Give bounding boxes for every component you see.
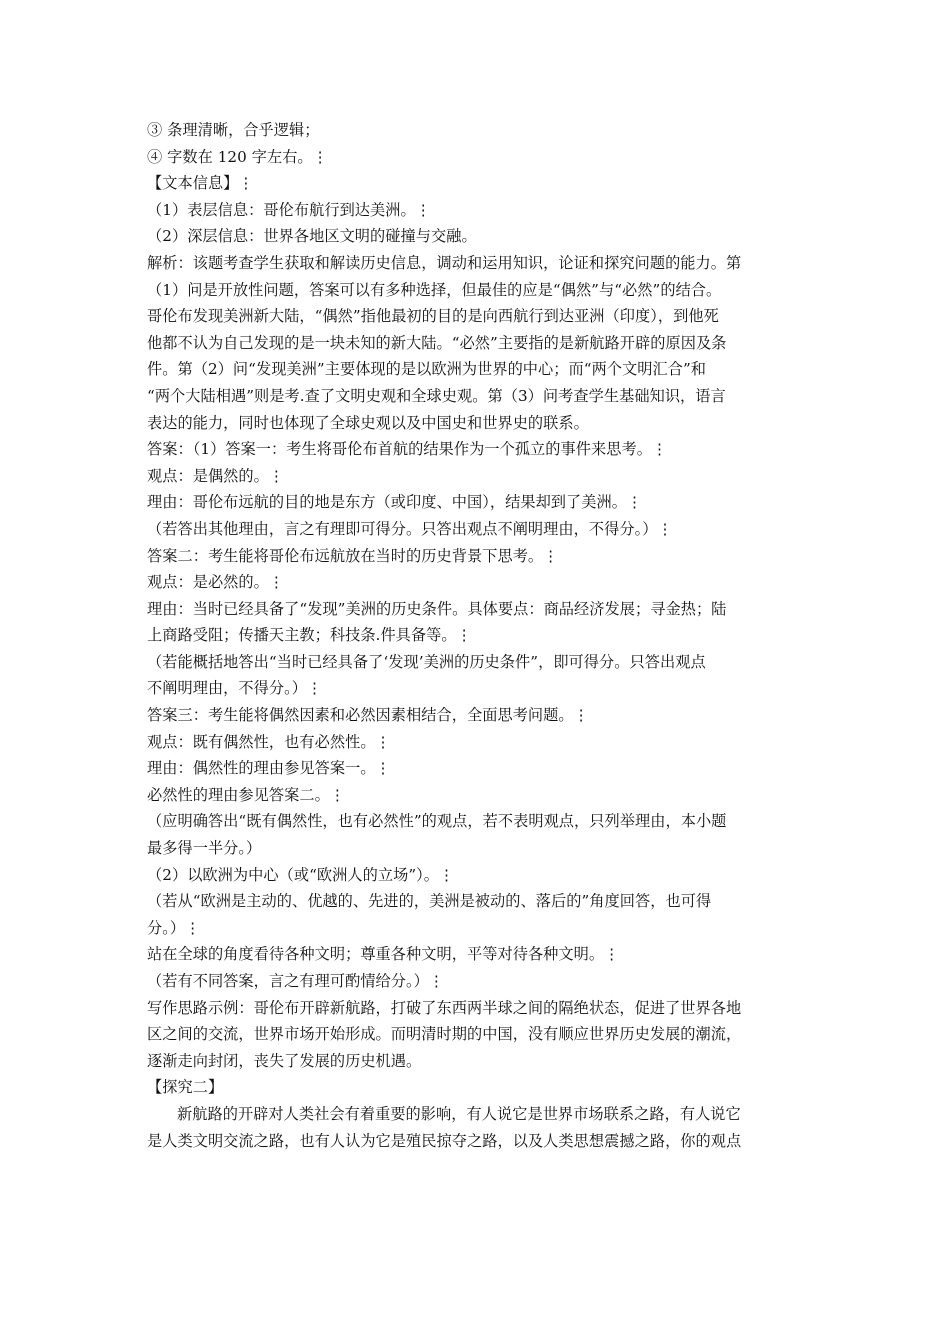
section-heading: 【探究二】 [147, 1078, 224, 1097]
text-line: （应明确答出“既有偶然性，也有必然性”的观点，若不表明观点，只列举理由，本小题 [147, 812, 727, 831]
text-line: （1）表层信息：哥伦布航行到达美洲。⋮ [147, 200, 431, 219]
text-line: 逐渐走向封闭，丧失了发展的历史机遇。 [147, 1051, 422, 1070]
text-line: 分。）⋮ [147, 918, 201, 937]
text-line: 答案三：考生能将偶然因素和必然因素相结合，全面思考问题。⋮ [147, 706, 589, 725]
text-line: 是人类文明交流之路，也有人认为它是殖民掠夺之路，以及人类思想震撼之路，你的观点 [147, 1131, 742, 1150]
text-line: 他都不认为自己发现的是一块未知的新大陆。“必然”主要指的是新航路开辟的原因及条 [147, 333, 727, 352]
text-line: 答案二：考生能将哥伦布远航放在当时的历史背景下思考。⋮ [147, 546, 559, 565]
text-line: 最多得一半分。） [147, 839, 262, 858]
text-line: 理由：偶然性的理由参见答案一。⋮ [147, 759, 391, 778]
text-line: 理由：当时已经具备了“发现”美洲的历史条件。具体要点：商品经济发展；寻金热；陆 [147, 599, 727, 618]
text-line: 观点：是必然的。⋮ [147, 573, 285, 592]
text-line: （若答出其他理由，言之有理即可得分。只答出观点不阐明理由，不得分。）⋮ [147, 519, 673, 538]
text-line: 表达的能力，同时也体现了全球史观以及中国史和世界史的联系。 [147, 413, 589, 432]
text-line: （若能概括地答出“当时已经具备了‘发现’美洲的历史条件”，即可得分。只答出观点 [147, 652, 706, 671]
text-line: 写作思路示例：哥伦布开辟新航路，打破了东西两半球之间的隔绝状态，促进了世界各地 [147, 998, 742, 1017]
text-line: 不阐明理由，不得分。）⋮ [147, 679, 323, 698]
text-line: 观点：是偶然的。⋮ [147, 466, 285, 485]
text-line: ③ 条理清晰，合乎逻辑； [147, 121, 320, 139]
text-line: “两个大陆相遇”则是考.查了文明史观和全球史观。第（3）问考查学生基础知识，语言 [147, 386, 726, 405]
text-line: （若有不同答案，言之有理可酌情给分。）⋮ [147, 972, 445, 990]
text-line: 观点：既有偶然性，也有必然性。⋮ [147, 732, 391, 751]
text-line: 站在全球的角度看待各种文明；尊重各种文明，平等对待各种文明。⋮ [147, 945, 620, 964]
text-line: 件。第（2）问“发现美洲”主要体现的是以欧洲为世界的中心；而“两个文明汇合”和 [147, 360, 707, 379]
text-line: 解析：该题考查学生获取和解读历史信息，调动和运用知识，论证和探究问题的能力。第 [147, 253, 742, 272]
text-line: 哥伦布发现美洲新大陆，“偶然”指他最初的目的是向西航行到达亚洲（印度），到他死 [147, 307, 719, 326]
text-line: 答案：（1）答案一：考生将哥伦布首航的结果作为一个孤立的事件来思考。⋮ [147, 440, 668, 459]
text-line: （2）以欧洲为中心（或“欧洲人的立场”）。⋮ [147, 865, 455, 884]
section-heading: 【文本信息】⋮ [147, 174, 254, 193]
text-line: （2）深层信息：世界各地区文明的碰撞与交融。 [147, 227, 477, 246]
text-line: 理由：哥伦布远航的目的地是东方（或印度、中国），结果却到了美洲。⋮ [147, 493, 643, 512]
text-line: （1）问是开放性问题，答案可以有多种选择，但最佳的应是“偶然”与“必然”的结合。 [147, 280, 722, 299]
text-line: （若从“欧洲是主动的、优越的、先进的，美洲是被动的、落后的”角度回答，也可得 [147, 892, 712, 911]
paragraph-first-line: 新航路的开辟对人类社会有着重要的影响，有人说它是世界市场联系之路，有人说它 [177, 1104, 741, 1123]
document-page [147, 117, 823, 1154]
text-line: ④ 字数在 120 字左右。⋮ [147, 147, 328, 166]
text-line: 区之间的交流，世界市场开始形成。而明清时期的中国，没有顺应世界历史发展的潮流， [147, 1025, 742, 1044]
text-line: 上商路受阻；传播天主教；科技条.件具备等。⋮ [147, 626, 472, 645]
text-line: 必然性的理由参见答案二。⋮ [147, 785, 346, 804]
